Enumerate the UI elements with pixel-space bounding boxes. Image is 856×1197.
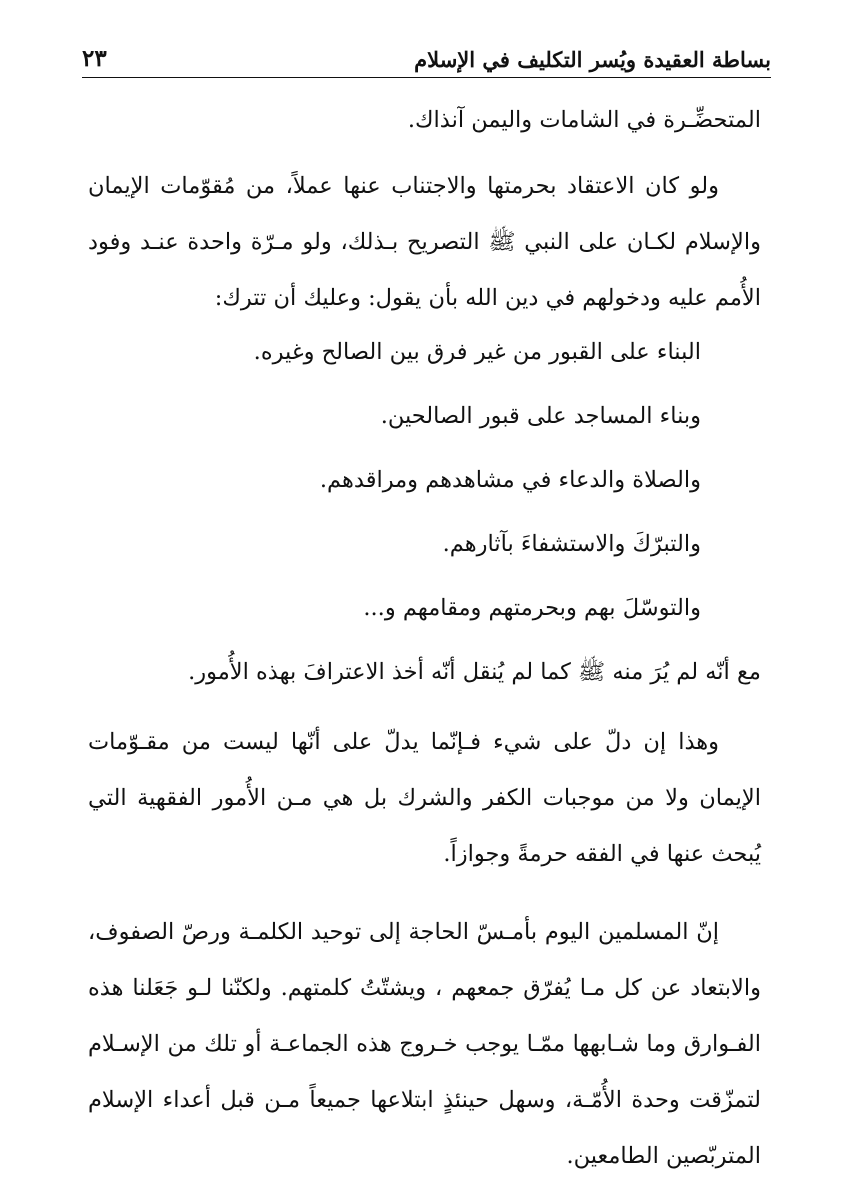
list-item: البناء على القبور من غير فرق بين الصالح وغيره.: [253, 339, 701, 365]
paragraph: ولو كان الاعتقاد بحرمتها والاجتناب عنها عملاً، من مُقوّمات الإيمان والإسلام لكـان على النبي ﷺ التصريح بـذلك، ولو مـرّة واحدة عنـد وفود الأُمم عليه ودخولهم في دين الله بأن يقول: وعليك أن تترك:: [88, 173, 761, 311]
paragraph: وهذا إن دلّ على شيء فـإنّما يدلّ على أنّها ليست من مقـوّمات الإيمان ولا من موجبات الكفر والشرك بل هي مـن الأُمور الفقهية التي يُبحث عنها في الفقه حرمةً وجوازاً.: [88, 729, 761, 867]
paragraph-continuation: المتحضِّـرة في الشامات واليمن آنذاك.: [407, 107, 761, 133]
list-item: والصلاة والدعاء في مشاهدهم ومراقدهم.: [319, 467, 701, 493]
list-item: والتبرّكَ والاستشفاءَ بآثارهم.: [442, 531, 701, 557]
running-header: [82, 38, 771, 72]
list-item: والتوسّلَ بهم وبحرمتهم ومقامهم و...: [363, 595, 701, 621]
body-text: [88, 92, 761, 1184]
header-title: بساطة العقيدة ويُسر التكليف في الإسلام: [414, 47, 771, 72]
header-rule: [82, 77, 771, 78]
list-item: وبناء المساجد على قبور الصالحين.: [380, 403, 701, 429]
page-number: ٢٣: [82, 45, 107, 72]
paragraph: إنّ المسلمين اليوم بأمـسّ الحاجة إلى توحيد الكلمـة ورصّ الصفوف، والابتعاد عن كل مـا يُفرّق جمعهم ، ويشتّتُ كلمتهم. ولكنّنا لـو جَعَلنا هذه الفـوارق وما شـابهها ممّـا يوجب خـروج هذه الجماعـة أو تلك من الإسـلام لتمزّقت وحدة الأُمّـة، وسهل حينئذٍ ابتلاعها جميعاً مـن قبل أعداء الإسلام المتربّصين الطامعين.: [88, 919, 761, 1169]
list-item: مع أنّه لم يُرَ منه ﷺ كما لم يُنقل أنّه أخذ الاعترافَ بهذه الأُمور.: [188, 659, 761, 685]
